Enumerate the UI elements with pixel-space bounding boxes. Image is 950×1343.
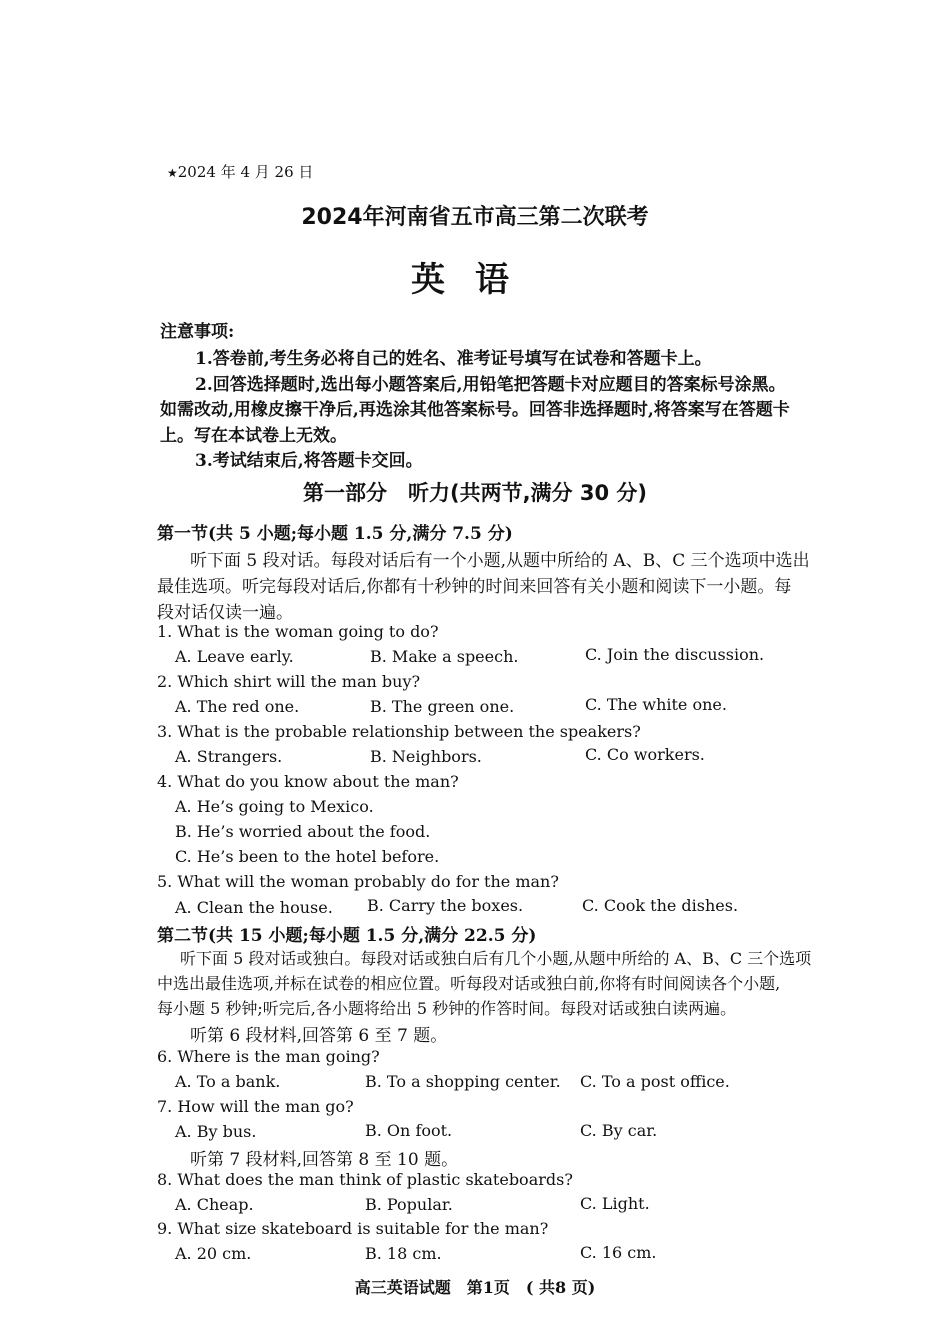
- q2-option-b: B. The green one.: [370, 697, 515, 716]
- notice-item-2-end: 上。写在本试卷上无效。: [160, 426, 347, 446]
- q8-option-b: B. Popular.: [365, 1195, 453, 1214]
- q4-option-a: A. He’s going to Mexico.: [175, 797, 374, 816]
- notice-item-2: 2.回答选择题时,选出每小题答案后,用铅笔把答题卡对应题目的答案标号涂黑。: [195, 375, 786, 395]
- page-footer: 高三英语试题 第1页 ( 共8 页): [354, 1278, 596, 1297]
- q1-option-c: C. Join the discussion.: [585, 645, 765, 664]
- q9-option-c: C. 16 cm.: [580, 1243, 657, 1262]
- q8-option-a: A. Cheap.: [175, 1195, 254, 1214]
- section2-instr-3: 每小题 5 秒钟;听完后,各小题将给出 5 秒钟的作答时间。每段对话或独白读两遍。: [157, 999, 737, 1018]
- q4-option-b: B. He’s worried about the food.: [175, 822, 431, 841]
- question-4: 4. What do you know about the man?: [157, 772, 459, 791]
- q9-option-a: A. 20 cm.: [175, 1244, 252, 1263]
- question-6: 6. Where is the man going?: [157, 1047, 380, 1066]
- section1-instr-3: 段对话仅读一遍。: [157, 603, 293, 623]
- material-6-note: 听第 6 段材料,回答第 6 至 7 题。: [190, 1026, 448, 1046]
- exam-title: 2024年河南省五市高三第二次联考: [301, 205, 649, 230]
- q2-option-c: C. The white one.: [585, 695, 727, 714]
- q4-option-c: C. He’s been to the hotel before.: [175, 847, 440, 866]
- question-2: 2. Which shirt will the man buy?: [157, 672, 421, 691]
- q6-option-b: B. To a shopping center.: [365, 1072, 561, 1091]
- q3-option-a: A. Strangers.: [175, 747, 283, 766]
- q7-option-a: A. By bus.: [175, 1122, 257, 1141]
- q5-option-b: B. Carry the boxes.: [367, 896, 524, 915]
- exam-subject: 英语: [411, 260, 539, 300]
- q8-option-c: C. Light.: [580, 1194, 650, 1213]
- question-3: 3. What is the probable relationship between the speakers?: [157, 722, 641, 741]
- exam-date: ★2024 年 4 月 26 日: [167, 163, 314, 181]
- q1-option-b: B. Make a speech.: [370, 647, 519, 666]
- question-8: 8. What does the man think of plastic skateboards?: [157, 1170, 573, 1189]
- q6-option-a: A. To a bank.: [175, 1072, 281, 1091]
- section1-instr-2: 最佳选项。听完每段对话后,你都有十秒钟的时间来回答有关小题和阅读下一小题。每: [157, 577, 792, 597]
- q1-option-a: A. Leave early.: [175, 647, 294, 666]
- material-7-note: 听第 7 段材料,回答第 8 至 10 题。: [190, 1150, 459, 1170]
- section2-instr-2: 中选出最佳选项,并标在试卷的相应位置。听每段对话或独白前,你将有时间阅读各个小题,: [157, 974, 781, 993]
- question-7: 7. How will the man go?: [157, 1097, 354, 1116]
- q5-option-a: A. Clean the house.: [175, 898, 333, 917]
- part1-title: 第一部分 听力(共两节,满分 30 分): [302, 481, 648, 505]
- notice-item-3: 3.考试结束后,将答题卡交回。: [195, 451, 423, 471]
- question-5: 5. What will the woman probably do for the man?: [157, 872, 559, 891]
- section2-title: 第二节(共 15 小题;每小题 1.5 分,满分 22.5 分): [157, 926, 537, 946]
- section1-title: 第一节(共 5 小题;每小题 1.5 分,满分 7.5 分): [157, 524, 513, 544]
- q7-option-c: C. By car.: [580, 1121, 658, 1140]
- q2-option-a: A. The red one.: [175, 697, 300, 716]
- q6-option-c: C. To a post office.: [580, 1072, 730, 1091]
- section1-instr-1: 听下面 5 段对话。每段对话后有一个小题,从题中所给的 A、B、C 三个选项中选出: [190, 551, 810, 571]
- question-9: 9. What size skateboard is suitable for the man?: [157, 1219, 549, 1238]
- question-1: 1. What is the woman going to do?: [157, 622, 439, 641]
- q7-option-b: B. On foot.: [365, 1121, 453, 1140]
- q9-option-b: B. 18 cm.: [365, 1244, 442, 1263]
- notice-heading: 注意事项:: [160, 322, 235, 342]
- star-icon: ★: [167, 166, 178, 180]
- q5-option-c: C. Cook the dishes.: [582, 896, 739, 915]
- q3-option-c: C. Co workers.: [585, 745, 705, 764]
- section2-instr-1: 听下面 5 段对话或独白。每段对话或独白后有几个小题,从题中所给的 A、B、C 三个选项: [180, 949, 812, 968]
- notice-item-1: 1.答卷前,考生务必将自己的姓名、准考证号填写在试卷和答题卡上。: [195, 349, 712, 369]
- q3-option-b: B. Neighbors.: [370, 747, 482, 766]
- notice-item-2-cont: 如需改动,用橡皮擦干净后,再选涂其他答案标号。回答非选择题时,将答案写在答题卡: [160, 400, 790, 420]
